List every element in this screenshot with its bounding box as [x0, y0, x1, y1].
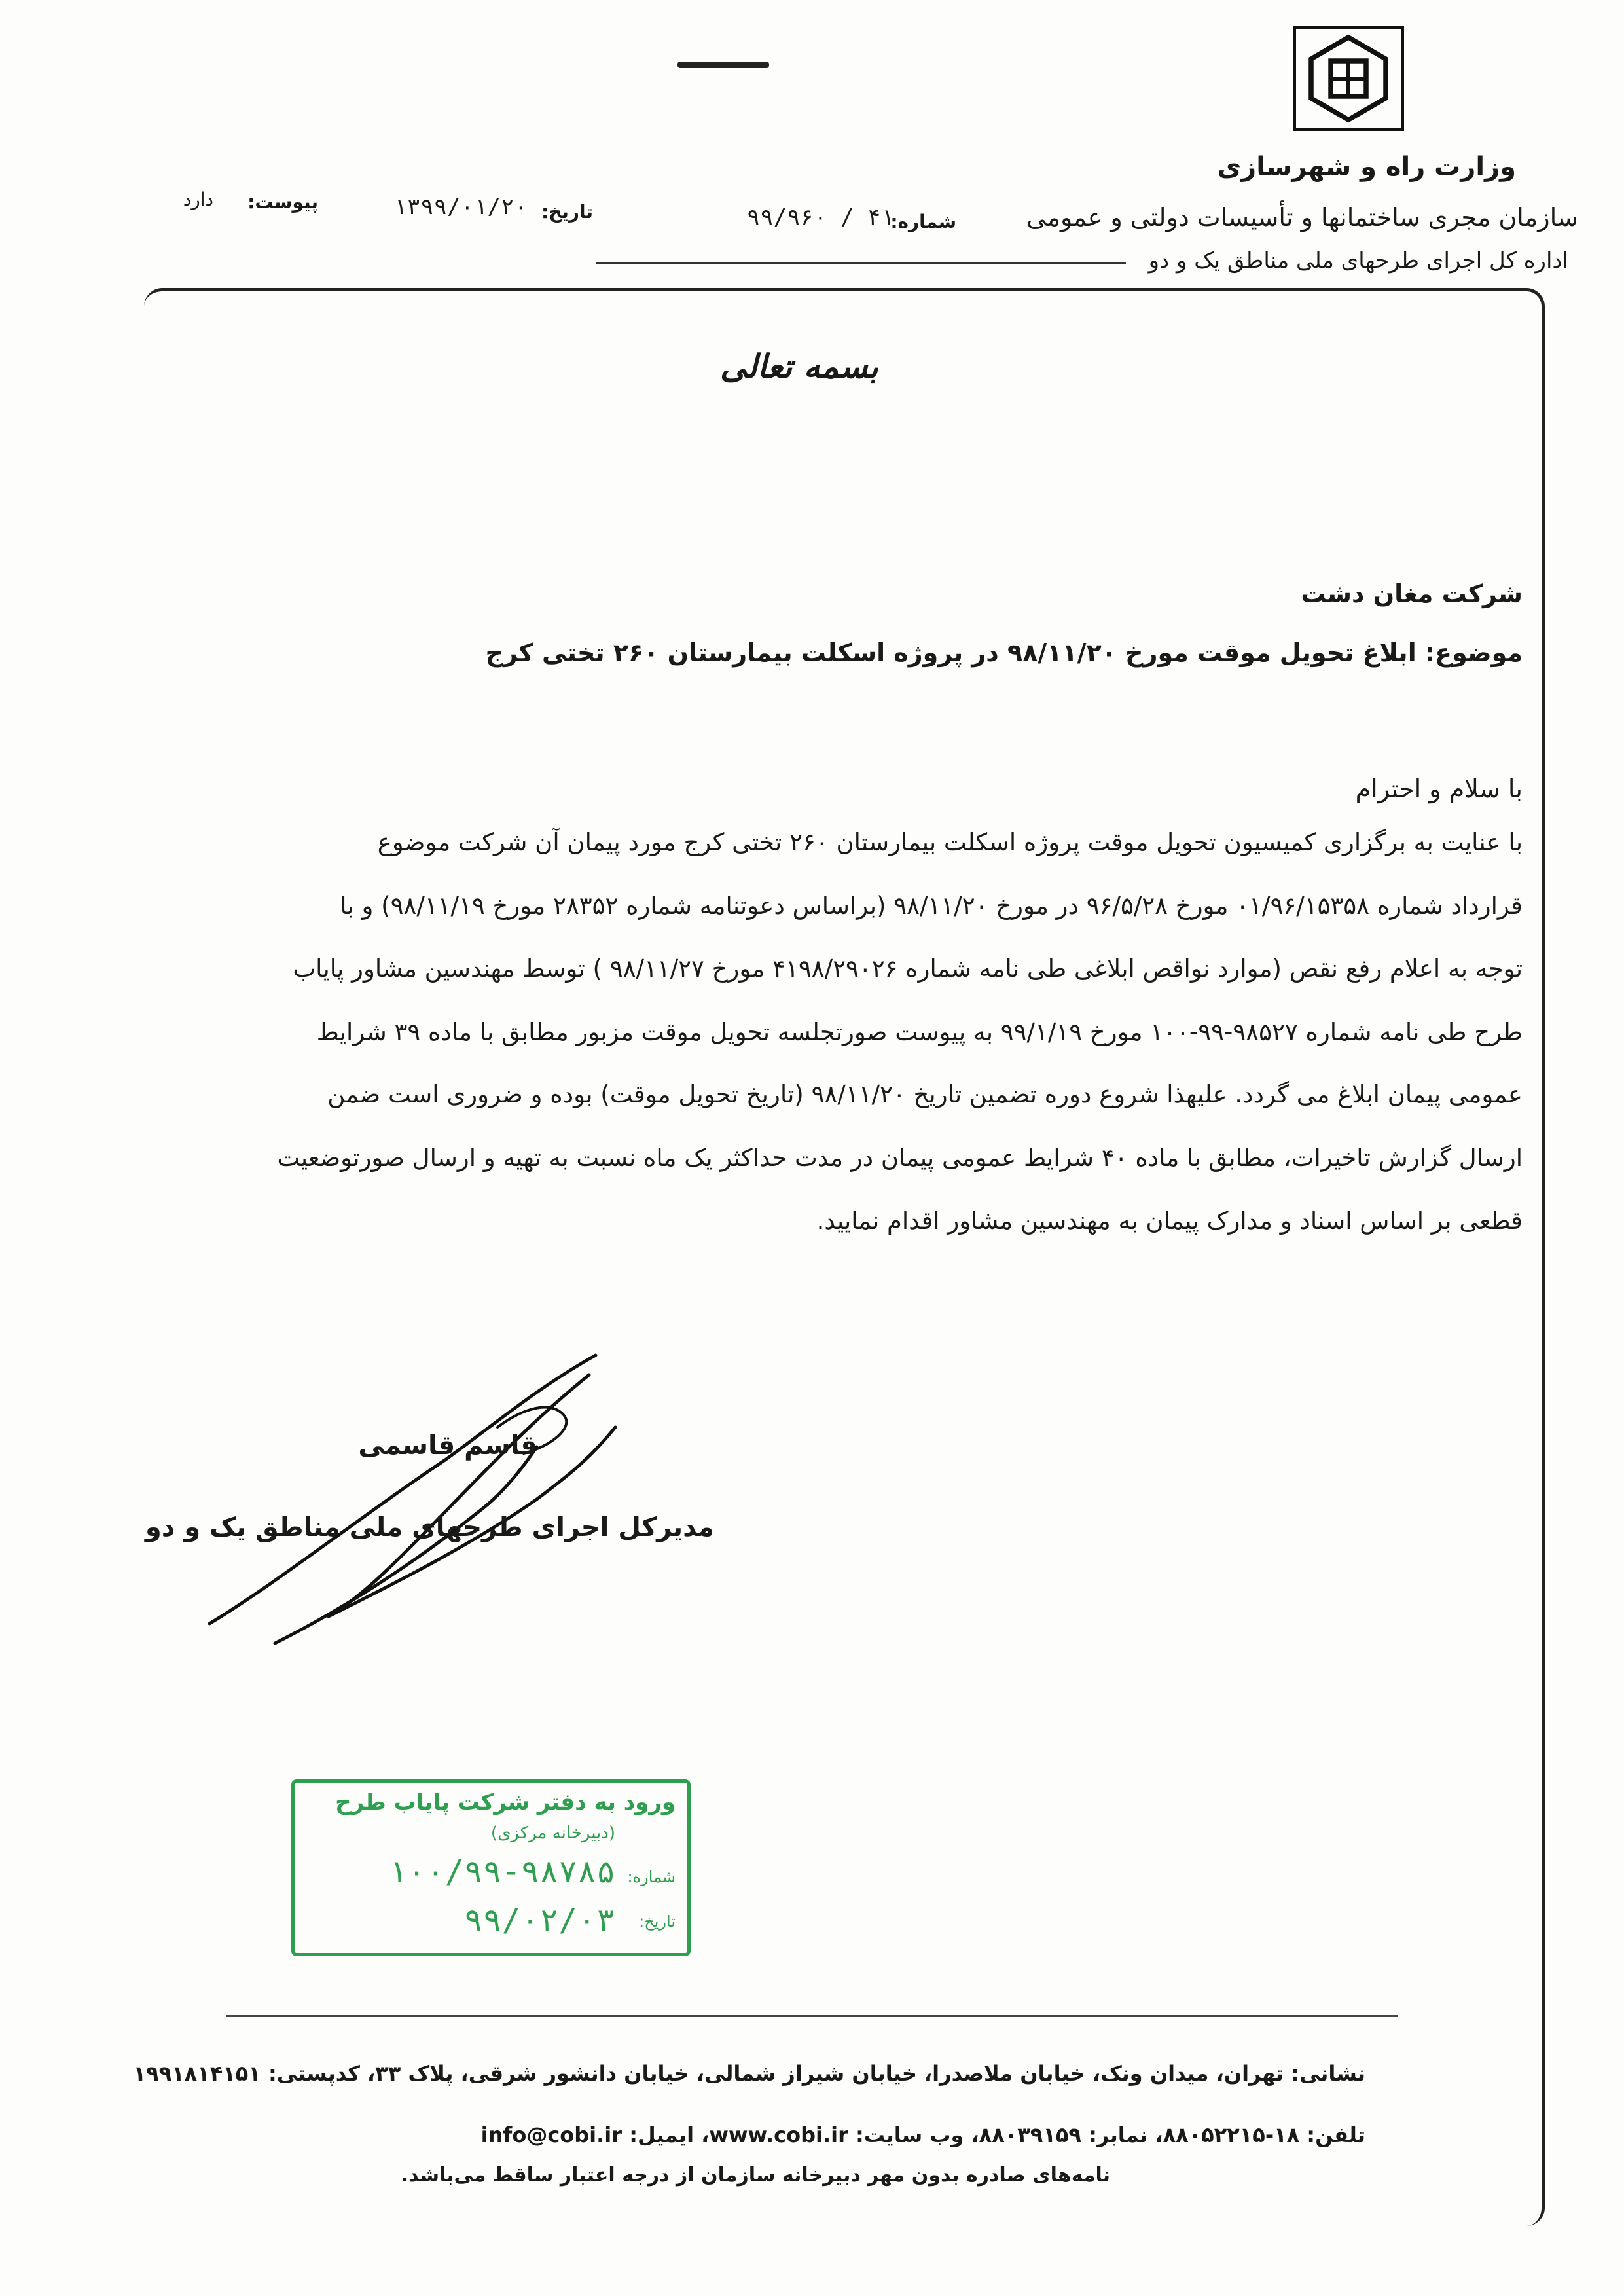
- greeting: با سلام و احترام: [1355, 774, 1523, 803]
- footer-contact: تلفن: ۱۸-۸۸۰۵۲۲۱۵، نمابر: ۸۸۰۳۹۱۵۹، وب سایت: www.cobi.ir، ایمیل: info@cobi.ir: [480, 2123, 1365, 2147]
- basmala-heading: بسمه تعالی: [720, 347, 878, 386]
- body-line: با عنایت به برگزاری کمیسیون تحویل موقت پروژه اسکلت بیمارستان ۲۶۰ تختی کرج مورد پیمان آن شرکت موضوع: [377, 828, 1523, 856]
- stamp-title: ورود به دفتر شرکت پایاب طرح: [335, 1789, 676, 1815]
- recipient-name: شرکت مغان دشت: [1301, 579, 1523, 608]
- body-line: عمومی پیمان ابلاغ می گردد. علیهذا شروع دوره تضمین تاریخ ۹۸/۱۱/۲۰ (تاریخ تحویل موقت) بوده و ضروری است ضمن: [327, 1080, 1523, 1108]
- letter-number-label: شماره:: [890, 211, 956, 232]
- body-line: طرح طی نامه شماره ۹۸۵۲۷-۹۹-۱۰۰ مورخ ۹۹/۱/۱۹ به پیوست صورتجلسه تحویل موقت مزبور مطابق با ماده ۳۹ شرایط: [316, 1018, 1523, 1046]
- signer-title: مدیرکل اجرای طرحهای ملی مناطق یک و دو: [145, 1512, 714, 1542]
- house-emblem-icon: [1296, 29, 1401, 128]
- footer-divider: [226, 2015, 1398, 2017]
- footer-validity-note: نامه‌های صادره بدون مهر دبیرخانه سازمان از درجه اعتبار ساقط می‌باشد.: [401, 2164, 1110, 2187]
- stamp-number-value: ۱۰۰/۹۹-۹۸۷۸۵: [388, 1853, 615, 1890]
- department-name: اداره کل اجرای طرحهای ملی مناطق یک و دو: [1148, 247, 1568, 274]
- stamp-date-label: تاریخ:: [639, 1912, 676, 1931]
- signer-name: قاسم قاسمی: [358, 1430, 537, 1461]
- handwritten-signature: [196, 1349, 641, 1656]
- attachment-value: دارد: [183, 189, 213, 210]
- body-line: قطعی بر اساس اسناد و مدارک پیمان به مهندسین مشاور اقدام نمایید.: [816, 1207, 1523, 1235]
- ministry-logo: [1293, 26, 1404, 131]
- letter-number-value: ۴۱ / ۹۹/۹۶۰: [746, 204, 894, 230]
- header-divider: [596, 262, 1126, 264]
- stamp-date-value: ۹۹/۰۲/۰۳: [463, 1902, 615, 1939]
- organization-name: سازمان مجری ساختمانها و تأسیسات دولتی و عمومی: [1026, 203, 1578, 232]
- body-line: توجه به اعلام رفع نقص (موارد نواقص ابلاغی طی نامه شماره ۴۱۹۸/۲۹۰۲۶ مورخ ۹۸/۱۱/۲۷ ) توسط مهندسین مشاور پایاب: [293, 955, 1523, 983]
- letter-date-value: ۱۳۹۹/۰۱/۲۰: [393, 194, 528, 220]
- stamp-number-label: شماره:: [627, 1868, 676, 1886]
- top-decorative-mark: [677, 62, 769, 68]
- footer-address: نشانی: تهران، میدان ونک، خیابان ملاصدرا، خیابان شیراز شمالی، خیابان دانشور شرقی، پلاک ۳۳، کدپستی: ۱۹۹۱۸۱۴۱۵۱: [133, 2061, 1365, 2086]
- received-stamp: [291, 1779, 691, 1956]
- stamp-subtitle: (دبیرخانه مرکزی): [490, 1823, 615, 1843]
- body-line: ارسال گزارش تاخیرات، مطابق با ماده ۴۰ شرایط عمومی پیمان در مدت حداکثر یک ماه نسبت به تهیه و ارسال صورتوضعیت: [277, 1144, 1523, 1172]
- letter-subject: موضوع: ابلاغ تحویل موقت مورخ ۹۸/۱۱/۲۰ در پروژه اسکلت بیمارستان ۲۶۰ تختی کرج: [485, 638, 1523, 667]
- letter-date-label: تاریخ:: [541, 201, 593, 223]
- ministry-name: وزارت راه و شهرسازی: [1217, 152, 1516, 182]
- attachment-label: پیوست:: [247, 191, 318, 213]
- body-line: قرارداد شماره ۰۱/۹۶/۱۵۳۵۸ مورخ ۹۶/۵/۲۸ در مورخ ۹۸/۱۱/۲۰ (براساس دعوتنامه شماره ۲۸۳۵۲ مورخ ۹۸/۱۱/۱۹) و با: [340, 892, 1523, 920]
